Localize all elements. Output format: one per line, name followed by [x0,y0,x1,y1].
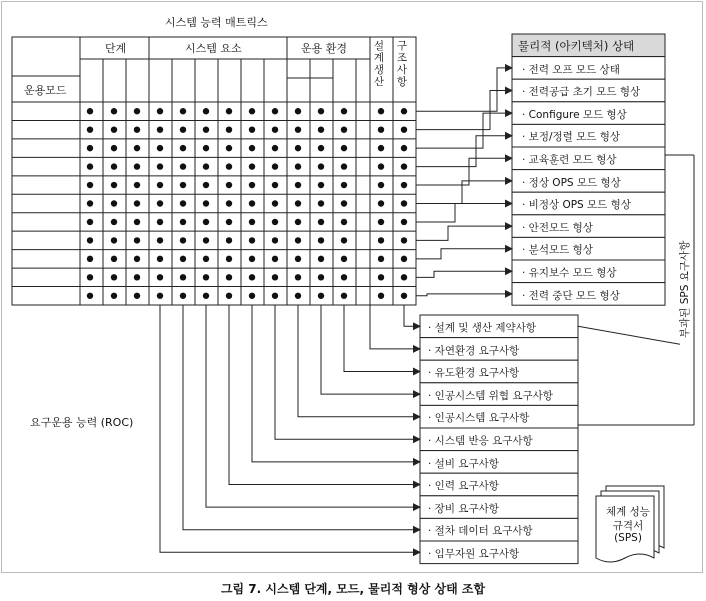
matrix-dot [203,108,209,114]
matrix-dot [134,108,140,114]
requirement-label: · 인공시스템 요구사항 [428,412,530,425]
matrix-dot [378,163,384,169]
matrix-dot [157,145,163,151]
matrix-dot [341,274,347,280]
matrix-border [12,37,416,305]
matrix-dot [226,182,232,188]
matrix-dot [134,163,140,169]
physical-state-header: 물리적 (아키텍처) 상태 [518,39,635,53]
matrix-dot [111,256,117,262]
matrix-dot [203,145,209,151]
physical-state-label: · 유지보수 모드 형상 [522,267,617,279]
matrix-dot [295,200,301,206]
physical-state-label: · 보정/정렬 모드 형상 [522,131,621,144]
matrix-grid [12,37,416,305]
matrix-dot [401,293,407,299]
matrix-dot [157,274,163,280]
matrix-dot [378,108,384,114]
matrix-dot [318,163,324,169]
matrix-dot [341,200,347,206]
matrix-dot [249,126,255,132]
matrix-dot [249,256,255,262]
matrix-dot [203,126,209,132]
matrix-dot [180,256,186,262]
matrix-dot [401,256,407,262]
matrix-dot [378,274,384,280]
matrix-dot [378,256,384,262]
physical-state-label: · 분석모드 형상 [522,244,593,257]
matrix-dot [203,237,209,243]
matrix-dot [226,200,232,206]
column-to-requirement-arrow [206,305,420,507]
matrix-dot [134,219,140,225]
figure-caption: 그림 7. 시스템 단계, 모드, 물리적 형상 상태 조합 [220,582,486,596]
matrix-dot [318,145,324,151]
requirement-label: · 설비 요구사항 [428,457,499,470]
matrix-dot [295,108,301,114]
matrix-dot [318,274,324,280]
matrix-dot [226,126,232,132]
matrix-dot [111,163,117,169]
matrix-dot [341,256,347,262]
matrix-dot [111,145,117,151]
matrix-dot [87,182,93,188]
matrix-dot [401,219,407,225]
matrix-dot [111,219,117,225]
matrix-dot [226,274,232,280]
matrix-dot [111,108,117,114]
matrix-dot [180,293,186,299]
matrix-dot [341,145,347,151]
sps-line-1: 체계 성능 [606,506,650,518]
matrix-dot [180,182,186,188]
matrix-dot [87,200,93,206]
matrix-dot [157,293,163,299]
matrix-dot [272,219,278,225]
sps-line-3: (SPS) [614,532,642,544]
sps-line-2: 규격서 [612,520,644,532]
matrix-dot [203,293,209,299]
matrix-dot [134,145,140,151]
physical-state-label: · 전력공급 초기 모드 형상 [522,86,641,99]
column-to-requirement-arrow [160,305,420,552]
matrix-dot [272,200,278,206]
matrix-dot [378,126,384,132]
matrix-dot [87,219,93,225]
matrix-dot [180,200,186,206]
column-to-requirement-arrow [344,305,420,372]
matrix-dot [295,163,301,169]
mode-to-state-arrow [416,113,512,148]
matrix-dot [226,237,232,243]
matrix-dot [203,274,209,280]
matrix-dot [318,108,324,114]
matrix-dot [203,219,209,225]
matrix-dot [318,182,324,188]
matrix-dot [87,237,93,243]
matrix-dot [111,200,117,206]
matrix-dot [203,256,209,262]
matrix-title: 시스템 능력 매트릭스 [165,16,268,29]
matrix-dot [87,256,93,262]
physical-state-label: · 전력 오프 모드 상태 [522,63,620,76]
matrix-dot [249,293,255,299]
physical-state-label: · 비정상 OPS 모드 형상 [522,199,631,212]
mode-to-state-arrow [416,226,512,240]
matrix-dot [111,274,117,280]
column-to-requirement-arrow [370,305,420,349]
matrix-dot [378,219,384,225]
requirement-label: · 절차 데이터 요구사항 [428,525,533,538]
roc-label: 요구운용 능력 (ROC) [30,416,134,429]
mode-to-state-arrow [416,204,512,222]
matrix-dot [157,126,163,132]
matrix-dot [111,237,117,243]
matrix-dot [272,274,278,280]
matrix-dot [180,237,186,243]
matrix-dot [87,145,93,151]
mode-to-state-arrow [416,91,512,130]
matrix-dot [157,108,163,114]
matrix-dot [157,219,163,225]
matrix-dot [249,108,255,114]
matrix-dot [295,145,301,151]
matrix-dot [134,182,140,188]
matrix-dot [203,200,209,206]
matrix-dot [272,108,278,114]
req-to-sps-line [578,326,680,344]
matrix-dot [111,293,117,299]
matrix-dot [249,145,255,151]
requirement-label: · 장비 요구사항 [428,502,499,515]
matrix-dot [249,274,255,280]
matrix-dot [180,145,186,151]
physical-state-label: · 정상 OPS 모드 형상 [522,176,621,189]
matrix-dot [180,219,186,225]
matrix-dot [272,293,278,299]
matrix-dot [272,145,278,151]
matrix-dot [87,108,93,114]
matrix-dot [341,237,347,243]
matrix-dot [249,200,255,206]
matrix-dot [378,293,384,299]
matrix-dot [226,293,232,299]
requirement-label: · 설계 및 생산 제약사항 [428,322,536,334]
matrix-dot [180,163,186,169]
matrix-dot [318,256,324,262]
mode-to-state-arrow [416,136,512,167]
matrix-dot [180,126,186,132]
physical-state-label: · Configure 모드 형상 [522,108,627,121]
matrix-dot [134,256,140,262]
matrix-dot [378,182,384,188]
matrix-dot [272,182,278,188]
mode-to-state-arrow [416,294,512,296]
matrix-dot [272,126,278,132]
matrix-dot [157,200,163,206]
matrix-dot [157,256,163,262]
mode-to-state-arrow [416,249,512,259]
physical-state-label: · 전력 중단 모드 형상 [522,289,620,302]
matrix-dot [272,237,278,243]
mode-to-state-arrow [416,271,512,277]
sps-side-label: 부과된 SPS 요구사항 [679,240,691,338]
matrix-dot [295,274,301,280]
matrix-dot [378,145,384,151]
matrix-dots [87,108,407,299]
matrix-dot [318,293,324,299]
col-group-design-production: 설계생산 [373,40,385,88]
column-to-requirement-arrow [229,305,420,485]
matrix-dot [249,237,255,243]
matrix-dot [226,163,232,169]
matrix-dot [249,163,255,169]
requirement-label: · 자연환경 요구사항 [428,344,520,357]
matrix-dot [401,145,407,151]
matrix-dot [226,145,232,151]
matrix-dot [87,126,93,132]
mode-to-state-arrow [416,68,512,111]
matrix-dot [401,182,407,188]
matrix-dot [341,182,347,188]
matrix-dot [157,237,163,243]
mode-to-state-arrow [416,181,512,204]
matrix-dot [295,219,301,225]
matrix-dot [401,163,407,169]
matrix-dot [87,163,93,169]
matrix-dot [295,256,301,262]
matrix-dot [226,219,232,225]
requirement-label: · 임무자원 요구사항 [428,548,520,560]
matrix-dot [87,293,93,299]
matrix-dot [378,200,384,206]
matrix-dot [180,108,186,114]
matrix-dot [203,182,209,188]
matrix-dot [203,163,209,169]
matrix-dot [341,126,347,132]
requirement-label: · 인공시스템 위협 요구사항 [428,389,553,402]
matrix-dot [134,200,140,206]
matrix-dot [295,293,301,299]
requirement-label: · 인력 요구사항 [428,480,499,493]
matrix-dot [295,182,301,188]
col-group-system-elements: 시스템 요소 [185,42,242,55]
col-group-phase: 단계 [105,42,127,55]
matrix-dot [134,274,140,280]
matrix-dot [378,237,384,243]
matrix-dot [401,200,407,206]
matrix-dot [295,126,301,132]
matrix-dot [87,274,93,280]
column-to-requirement-arrow [404,305,420,326]
column-to-requirement-arrow [252,305,420,462]
physical-state-label: · 안전모드 형상 [522,221,593,234]
matrix-dot [249,182,255,188]
matrix-dot [111,182,117,188]
matrix-dot [226,108,232,114]
matrix-dot [401,126,407,132]
matrix-dot [318,126,324,132]
matrix-dot [341,219,347,225]
matrix-dot [157,182,163,188]
matrix-dot [318,219,324,225]
matrix-dot [341,108,347,114]
row-header-operating-mode: 운용모드 [24,84,67,97]
requirement-label: · 유도환경 요구사항 [428,367,520,380]
matrix-dot [157,163,163,169]
matrix-dot [249,219,255,225]
matrix-dot [318,237,324,243]
matrix-dot [134,126,140,132]
matrix-dot [295,237,301,243]
matrix-dot [134,237,140,243]
matrix-dot [226,256,232,262]
matrix-dot [111,126,117,132]
matrix-dot [401,108,407,114]
matrix-dot [318,200,324,206]
matrix-dot [272,256,278,262]
column-to-requirement-arrow [275,305,420,439]
physical-state-label: · 교육훈련 모드 형상 [522,154,617,166]
column-to-requirement-arrow [298,305,420,417]
matrix-dot [341,163,347,169]
matrix-dot [272,163,278,169]
matrix-dot [134,293,140,299]
col-group-structure: 구조사항 [396,40,408,88]
col-group-operating-environment: 운용 환경 [301,42,348,55]
matrix-dot [401,274,407,280]
matrix-dot [341,293,347,299]
column-to-requirement-arrow [183,305,420,530]
requirement-label: · 시스템 반응 요구사항 [428,435,533,447]
matrix-dot [401,237,407,243]
matrix-dot [180,274,186,280]
